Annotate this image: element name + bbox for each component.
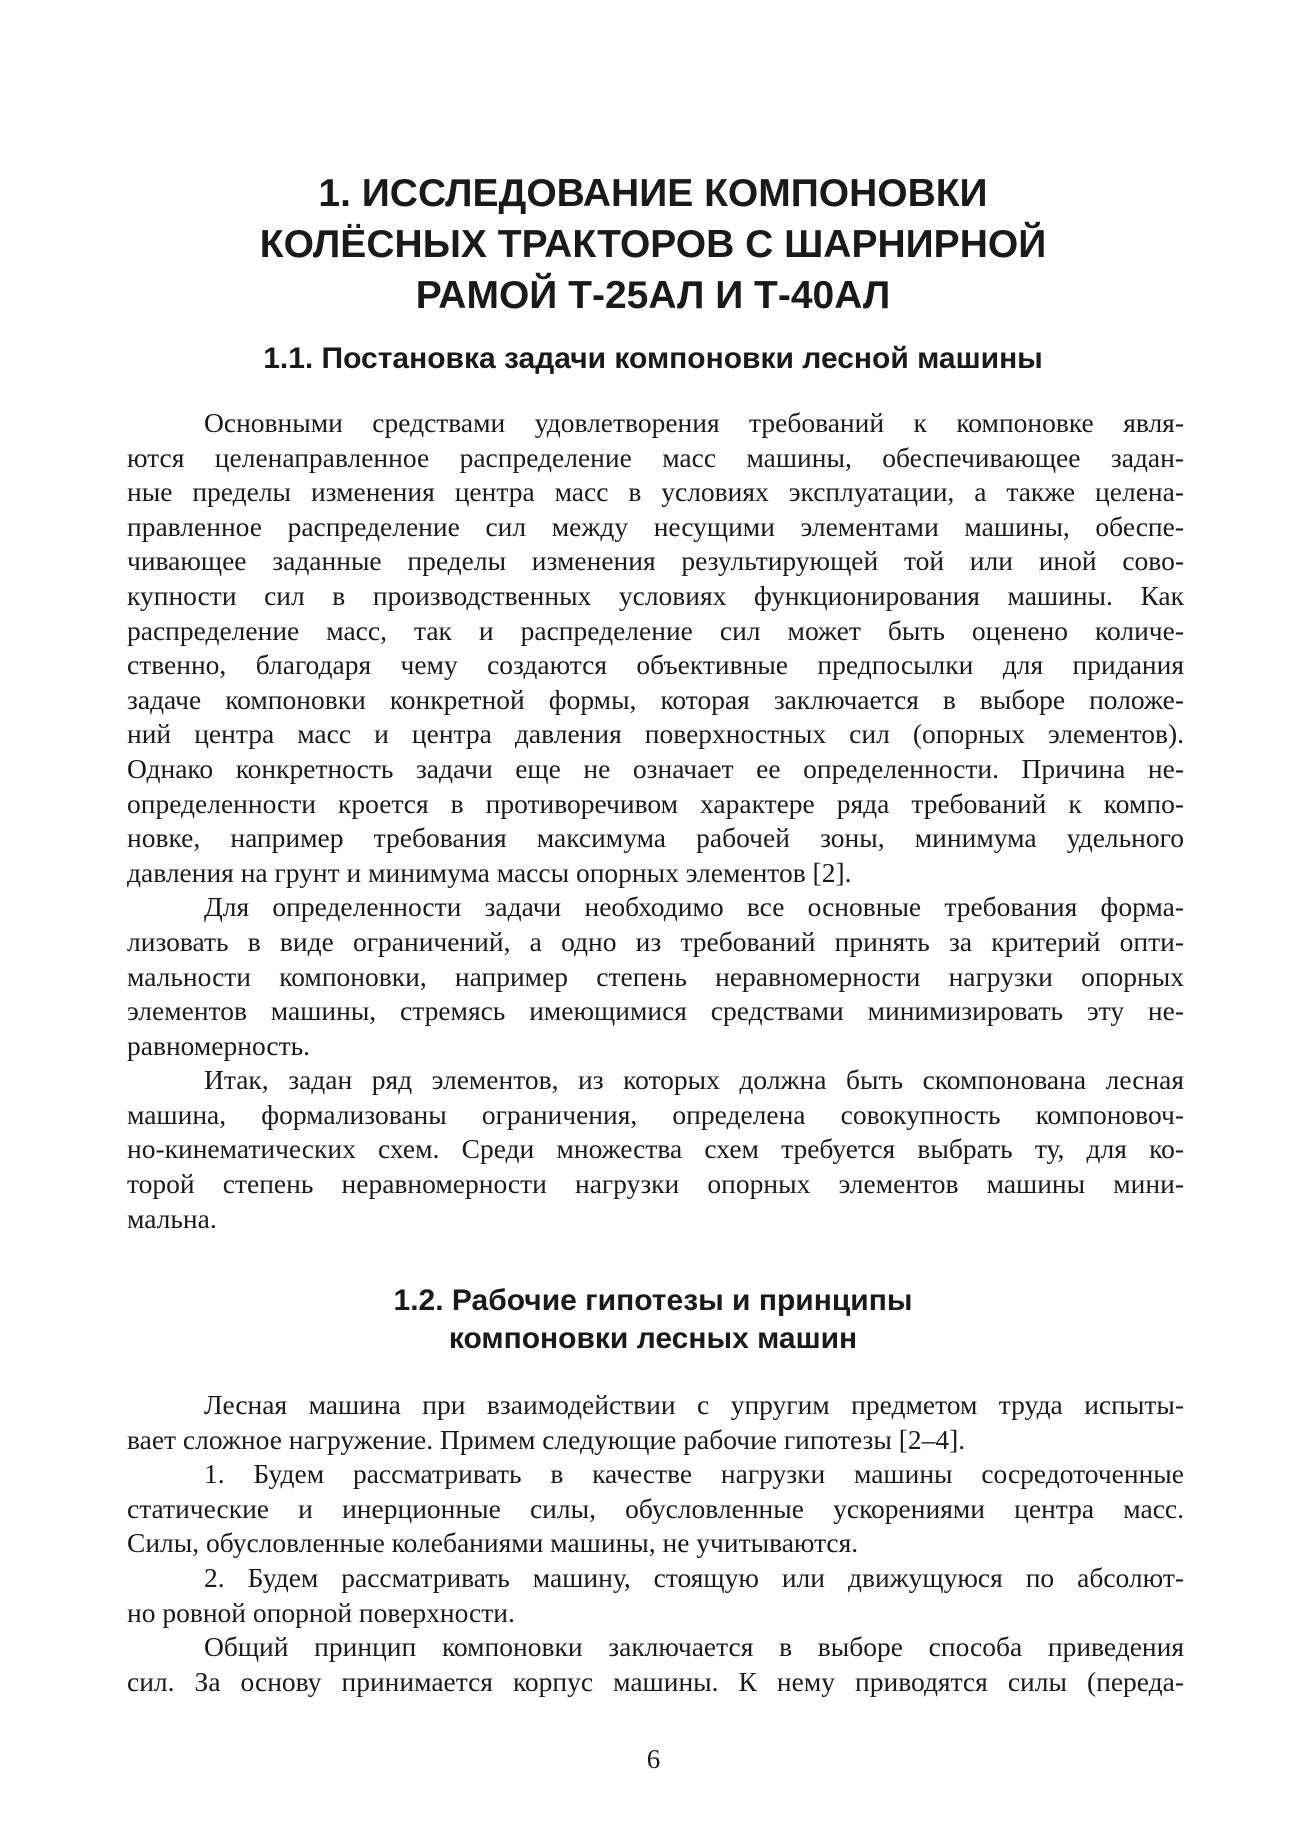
text-line: ственно, благодаря чему создаются объективные предпосылки для придания xyxy=(127,649,1184,681)
text-line: элементов машины, стремясь имеющимися средствами минимизировать эту не- xyxy=(127,995,1184,1027)
text-line: давления на грунт и минимума массы опорных элементов [2]. xyxy=(127,856,852,888)
text-line: мальности компоновки, например степень неравномерности нагрузки опорных xyxy=(127,960,1184,992)
section-2-body xyxy=(127,1388,1184,1699)
text-line: Лесная машина при взаимодействии с упругим предметом труда испыты- xyxy=(204,1389,1184,1420)
section-title-line: компоновки лесных машин xyxy=(448,1322,858,1355)
text-line: ний центра масс и центра давления поверхностных сил (опорных элементов). xyxy=(127,718,1184,750)
text-line: вает сложное нагружение. Примем следующие рабочие гипотезы [2–4]. xyxy=(127,1423,966,1455)
text-line: но ровной опорной поверхности. xyxy=(127,1596,515,1628)
text-line: Общий принцип компоновки заключается в выборе способа приведения xyxy=(204,1631,1184,1663)
section-title-line: 1.2. Рабочие гипотезы и принципы xyxy=(393,1284,913,1317)
text-line: купности сил в производственных условиях функционирования машины. Как xyxy=(127,579,1184,611)
chapter-title xyxy=(120,168,1186,321)
text-line: лизовать в виде ограничений, а одно из требований принять за критерий опти- xyxy=(127,925,1184,957)
text-line: правленное распределение сил между несущими элементами машины, обеспе- xyxy=(127,510,1184,542)
text-line: торой степень неравномерности нагрузки опорных элементов машины мини- xyxy=(127,1168,1184,1200)
text-line: Однако конкретность задачи еще не означает ее определенности. Причина не- xyxy=(127,752,1184,784)
section-1-body xyxy=(127,406,1184,1236)
chapter-title-line: 1. ИССЛЕДОВАНИЕ КОМПОНОВКИ xyxy=(318,172,988,215)
text-line: мальна. xyxy=(127,1202,217,1234)
page-number: 6 xyxy=(646,1744,661,1774)
text-line: машина, формализованы ограничения, определена совокупность компоновоч- xyxy=(127,1098,1184,1130)
text-line: задаче компоновки конкретной формы, которая заключается в выборе положе- xyxy=(127,683,1184,715)
chapter-title-line: КОЛЁСНЫХ ТРАКТОРОВ С ШАРНИРНОЙ xyxy=(259,223,1047,266)
text-line: определенности кроется в противоречивом характере ряда требований к компо- xyxy=(127,787,1184,819)
text-line: Основными средствами удовлетворения требований к компоновке явля- xyxy=(204,407,1184,438)
text-line: ются целенаправленное распределение масс машины, обеспечивающее задан- xyxy=(127,441,1184,473)
text-line: распределение масс, так и распределение сил может быть оценено количе- xyxy=(127,614,1184,646)
section-1-title xyxy=(120,340,1186,378)
text-line: Итак, задан ряд элементов, из которых должна быть скомпонована лесная xyxy=(204,1064,1184,1096)
text-line: чивающее заданные пределы изменения результирующей той или иной сово- xyxy=(127,545,1184,577)
text-line: ные пределы изменения центра масс в условиях эксплуатации, а также целена- xyxy=(127,476,1184,508)
text-line: равномерность. xyxy=(127,1029,311,1061)
text-line: Силы, обусловленные колебаниями машины, не учитываются. xyxy=(127,1527,859,1559)
text-line: но-кинематических схем. Среди множества схем требуется выбрать ту, для ко- xyxy=(127,1133,1184,1165)
chapter-title-line: РАМОЙ Т-25АЛ И Т-40АЛ xyxy=(415,274,891,317)
text-line: 1. Будем рассматривать в качестве нагрузки машины сосредоточенные xyxy=(204,1458,1184,1490)
text-line: статические и инерционные силы, обусловленные ускорениями центра масс. xyxy=(127,1492,1184,1524)
text-line: 2. Будем рассматривать машину, стоящую или движущуюся по абсолют- xyxy=(204,1561,1184,1593)
text-line: сил. За основу принимается корпус машины. К нему приводятся силы (переда- xyxy=(127,1665,1184,1697)
text-line: новке, например требования максимума рабочей зоны, минимума удельного xyxy=(127,822,1184,854)
text-line: Для определенности задачи необходимо все основные требования форма- xyxy=(204,891,1184,923)
section-2-title xyxy=(120,1282,1186,1358)
section-title-line: 1.1. Постановка задачи компоновки лесной машины xyxy=(263,342,1043,375)
